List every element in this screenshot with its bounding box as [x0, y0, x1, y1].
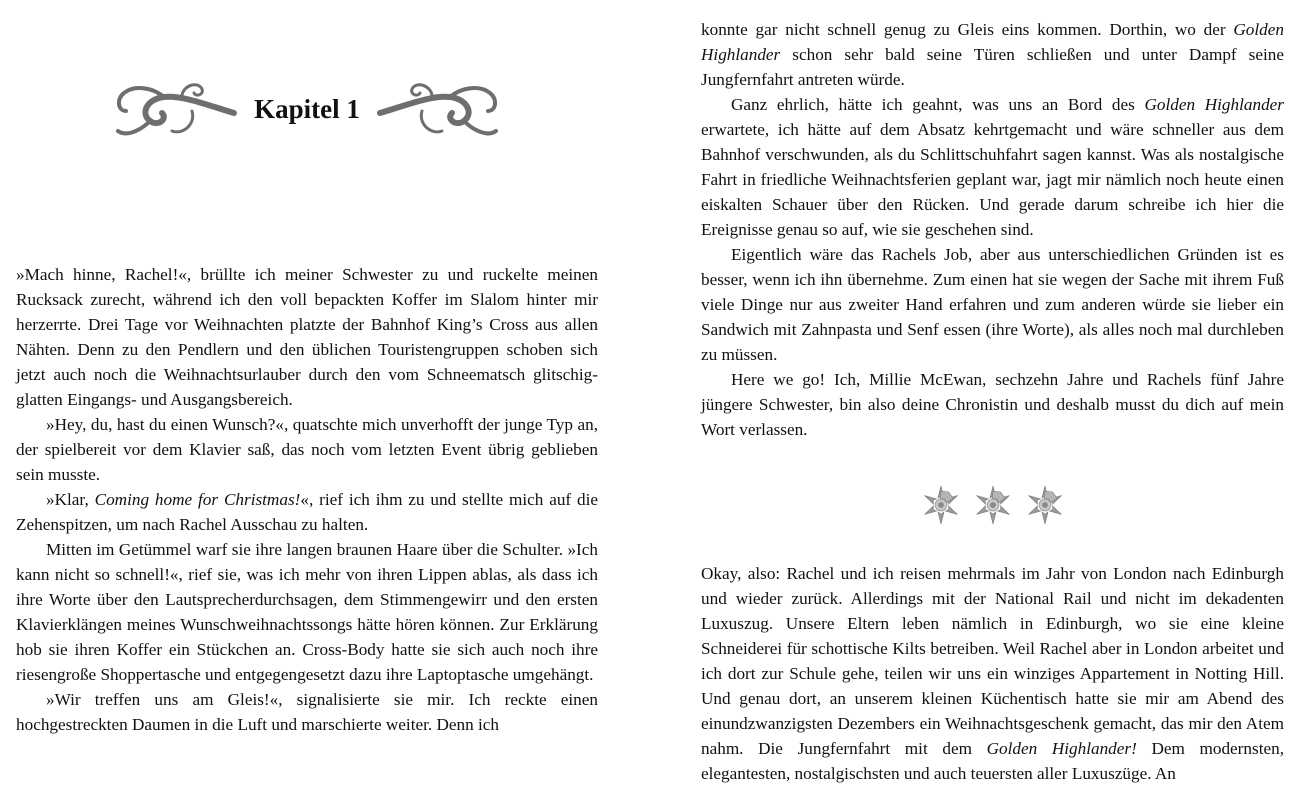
paragraph-text: Okay, also: Rachel und ich reisen mehrmals im Jahr von London nach Edinburgh und wieder zurück. Allerdings mit der National Rail und nicht im dekadenten Luxuszug. Unsere Eltern leben nämlich in Edinburgh, wo sie eine kleine Schneiderei für schottische Kilts betreiben. Weil Rachel aber in London arbeitet und ich dort zur Schule gehe, teilen wir uns ein winziges Appartement in Notting Hill. Und genau dort, an unserem kleinen Küchentisch hatte sie mir am Abend des einundzwanzigsten Dezembers ein Weihnachtsgeschenk gemacht, das mir den Atem nahm. Die Jungfernfahrt mit dem: [701, 564, 1284, 758]
paragraph: [701, 242, 1284, 367]
chapter-heading: [112, 75, 502, 145]
paragraph: [16, 412, 598, 487]
paragraph-text: »Klar,: [46, 490, 95, 509]
paragraph-text: konnte gar nicht schnell genug zu Gleis eins kommen. Dorthin, wo der: [701, 20, 1234, 39]
flourish-right-ornament: [376, 75, 502, 145]
italic-title-text: Golden Highlander!: [986, 739, 1137, 758]
snowflake-icon: [1024, 484, 1066, 526]
paragraph: [701, 17, 1284, 92]
paragraph: [701, 561, 1284, 786]
right-page: [650, 0, 1298, 812]
snowflake-icon: [972, 484, 1014, 526]
right-page-text-bottom: [701, 561, 1284, 786]
italic-title-text: Golden Highlander: [1144, 95, 1284, 114]
paragraph-text: »Wir treffen uns am Gleis!«, signalisierte sie mir. Ich reckte einen hochgestreckten Daumen in die Luft und marschierte weiter. Denn ich: [16, 690, 598, 734]
chapter-title: Kapitel 1: [254, 94, 360, 124]
paragraph-text: Ganz ehrlich, hätte ich geahnt, was uns an Bord des: [731, 95, 1145, 114]
paragraph-text: schon sehr bald seine Türen schließen und unter Dampf seine Jungfernfahrt antreten würde.: [701, 45, 1284, 89]
paragraph: [16, 537, 598, 687]
italic-title-text: Coming home for Christmas!: [94, 490, 301, 509]
paragraph-text: «, rief ich ihm zu und stellte mich auf die Zehenspitzen, um nach Rachel Ausschau zu halten.: [16, 490, 599, 534]
paragraph: [16, 687, 598, 737]
paragraph-text: »Hey, du, hast du einen Wunsch?«, quatschte mich unverhofft der junge Typ an, der spielbereit vor dem Klavier saß, das noch vom letzten Event übrig geblieben sein musste.: [16, 415, 598, 484]
paragraph-text: erwartete, ich hätte auf dem Absatz kehrtgemacht und wäre schneller aus dem Bahnhof verschwunden, als du Schlittschuhfahrt sagen kannst. Was als nostalgische Fahrt in friedliche Weihnachtsferien geplant war, jagt mir nämlich noch heute einen eiskalten Schauer über den Rücken. Und gerade darum schreibe ich hier die Ereignisse genau so auf, wie sie geschehen sind.: [701, 120, 1284, 239]
italic-title-text: Golden Highlander: [701, 20, 1284, 64]
left-page-text: [16, 262, 598, 737]
paragraph-text: Mitten im Getümmel warf sie ihre langen braunen Haare über die Schulter. »Ich kann nicht so schnell!«, rief sie, was ich mehr von ihren Lippen ablas, als dass ich ihre Worte über den Lautsprecherdurchsagen, dem Stimmengewirr und den ersten Klavierklängen meines Wunschweihnachtssongs hätte hören können. Zur Erklärung hob sie ihren Koffer ein Stückchen an. Cross-Body hatte sie sich auch noch ihre riesengroße Shoppertasche und entgegengesetzt dazu ihre Laptoptasche umgehängt.: [16, 540, 598, 684]
paragraph: [701, 92, 1284, 242]
paragraph: [16, 487, 598, 537]
paragraph: [701, 367, 1284, 442]
section-separator: [920, 484, 1066, 530]
paragraph-text: Dem modernsten, elegantesten, nostalgischsten und auch teuersten aller Luxuszüge. An: [701, 739, 1284, 783]
paragraph-text: Eigentlich wäre das Rachels Job, aber aus unterschiedlichen Gründen ist es besser, wenn ich ihn übernehme. Zum einen hat sie wegen der Sache mit ihrem Fuß viele Dinge nur aus zweiter Hand erfahren und zum anderen würde sie lieber ein Sandwich mit Zahnpasta und Senf essen (ihre Worte), als alles noch mal durchleben zu müssen.: [701, 245, 1284, 364]
paragraph-text: Here we go! Ich, Millie McEwan, sechzehn Jahre und Rachels fünf Jahre jüngere Schwester, bin also deine Chronistin und deshalb musst du dich auf mein Wort verlassen.: [701, 370, 1284, 439]
right-page-text-top: [701, 17, 1284, 442]
paragraph: [16, 262, 598, 412]
paragraph-text: »Mach hinne, Rachel!«, brüllte ich meiner Schwester zu und ruckelte meinen Rucksack zurecht, während ich den voll bepackten Koffer im Slalom hinter mir herzerrte. Drei Tage vor Weihnachten platzte der Bahnhof King’s Cross aus allen Nähten. Denn zu den Pendlern und den üblichen Touristengruppen schoben sich jetzt auch noch die Weihnachtsurlauber durch den vom Schneematsch glitschig-glatten Eingangs- und Ausgangsbereich.: [16, 265, 598, 409]
snowflake-icon: [920, 484, 962, 526]
